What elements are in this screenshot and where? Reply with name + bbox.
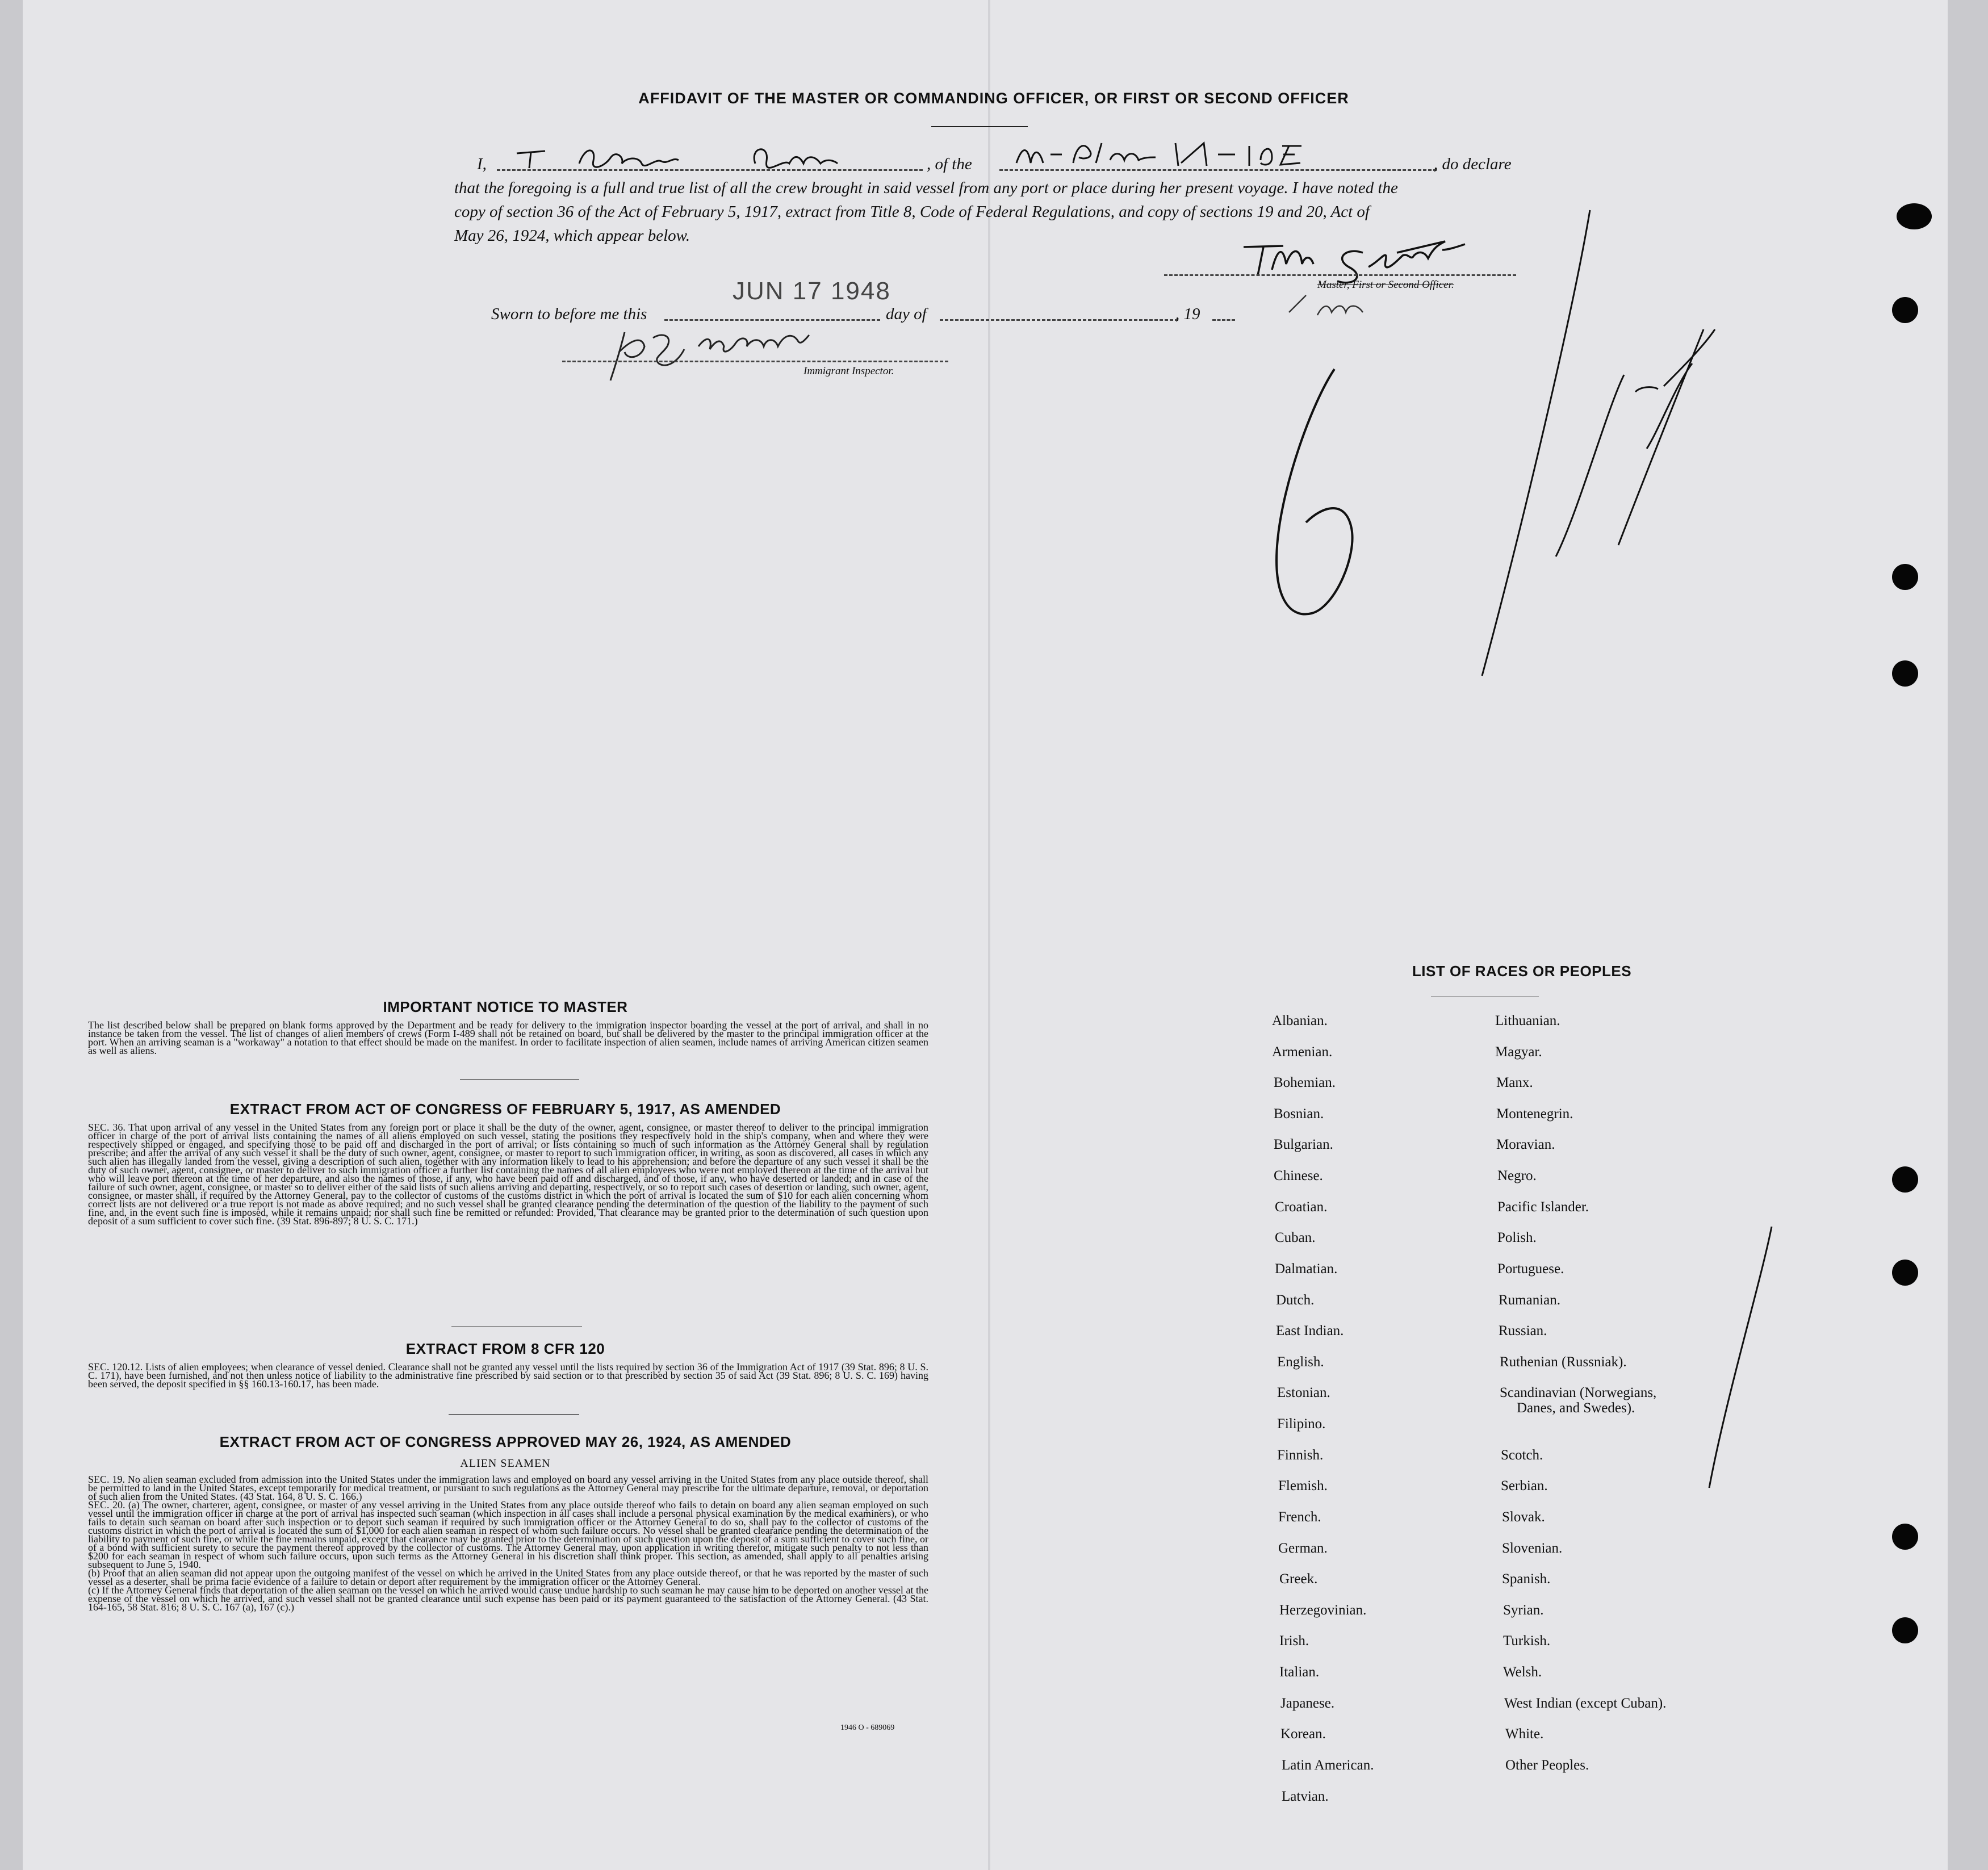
race-item: Montenegrin. bbox=[1496, 1106, 1573, 1122]
race-item: Other Peoples. bbox=[1505, 1758, 1589, 1773]
race-item: Welsh. bbox=[1503, 1664, 1542, 1680]
race-item: East Indian. bbox=[1276, 1323, 1344, 1338]
race-item: Albanian. bbox=[1272, 1013, 1328, 1028]
sworn-prefix: Sworn to before me this bbox=[491, 305, 647, 323]
inspector-signature bbox=[602, 321, 886, 389]
signer-label: Master, First or Second Officer. bbox=[1317, 279, 1454, 291]
race-item: Slovak. bbox=[1502, 1509, 1545, 1525]
race-item: Flemish. bbox=[1278, 1478, 1328, 1494]
race-item: Irish. bbox=[1279, 1633, 1309, 1649]
affidavit-line-2: that the foregoing is a full and true list of all the crew brought in said vessel from any port or place during her present voyage. I have noted the bbox=[454, 179, 1398, 197]
race-item: Croatian. bbox=[1275, 1199, 1328, 1215]
race-item: Armenian. bbox=[1272, 1044, 1333, 1060]
race-item: Danes, and Swedes). bbox=[1517, 1400, 1635, 1416]
race-item: Bohemian. bbox=[1274, 1075, 1336, 1090]
race-item: Spanish. bbox=[1502, 1571, 1551, 1587]
sworn-month-line bbox=[940, 319, 1178, 321]
race-item: Dalmatian. bbox=[1275, 1261, 1338, 1277]
of-the-text: , of the bbox=[927, 155, 972, 173]
inspector-line bbox=[562, 361, 948, 362]
binder-hole bbox=[1892, 297, 1918, 323]
race-item: Japanese. bbox=[1280, 1696, 1335, 1711]
race-item: English. bbox=[1277, 1354, 1324, 1370]
race-item: Herzegovinian. bbox=[1279, 1603, 1367, 1618]
binder-hole bbox=[1892, 564, 1918, 590]
race-item: Finnish. bbox=[1277, 1448, 1324, 1463]
extract-1917-text: SEC. 36. That upon arrival of any vessel in the United States from any foreign port or place it shall be the duty of the owner, agent, consignee, or master thereof to deliver to the principal immigration officer in charge of the port of arrival lists containing the names of all aliens employed on such vessel, stating the positions they respectively hold in the ship's company, when and where they were respectively shipped or engaged, and specifying those to be paid off and discharged in the port of arrival; or lists containing so much of such information as the Attorney General shall by regulation prescribe; and after the arrival of any such vessel it shall be the duty of such owner, agent, consignee, or master to report to such immigration officer, in writing, as soon as discovered, all cases in which any such alien has illegally landed from the vessel, giving a description of such alien, together with any information likely to lead to his apprehension; and before the departure of any such vessel it shall be the duty of such owner, agent, consignee, or master to deliver to such immigration officer a further list containing the names of all alien employees who were not employed thereon at the time of the arrival but who will leave port thereon at the time of her departure, and also the names of those, if any, who have been paid off and discharged, and of those, if any, who have deserted or landed; and in case of the failure of such owner, agent, consignee, or master so to deliver either of the said lists of such aliens arriving and departing, respectively, or so to report such cases of desertion or landing, such owner, agent, consignee, or master shall, if required by the Attorney General, pay to the collector of customs of the customs district in which the port of arrival is located the sum of $10 for each alien concerning whom correct lists are not delivered or a true report is not made as above required; and no such vessel shall be granted clearance pending the determination of the question of the liability to the payment of such fine, and, in the event such fine is imposed, while it remains unpaid; nor shall such fine be remitted or refunded: Provided, That clearance may be granted prior to the determination of such question upon deposit of a sum sufficient to cover such fine. (39 Stat. 896-897; 8 U. S. C. 171.) bbox=[88, 1122, 928, 1227]
extract-1924-body bbox=[88, 1475, 928, 1612]
race-item: Bosnian. bbox=[1274, 1106, 1324, 1122]
race-item: Lithuanian. bbox=[1495, 1013, 1560, 1028]
extract-cfr-heading: EXTRACT FROM 8 CFR 120 bbox=[405, 1340, 605, 1357]
race-item: Portuguese. bbox=[1497, 1261, 1564, 1277]
binder-hole bbox=[1892, 660, 1918, 687]
race-item: West Indian (except Cuban). bbox=[1504, 1696, 1667, 1711]
affidavit-line-1 bbox=[477, 152, 487, 177]
race-item: French. bbox=[1278, 1509, 1321, 1525]
extract-cfr-text: SEC. 120.12. Lists of alien employees; when clearance of vessel denied. Clearance shall not be granted any vessel until the lists required by section 36 of the Immigration Act of 1917 (39 Stat. 896; 8 U. S. C. 171), have been furnished, and not then unless notice of liability to the administrative fine prescribed by said section or to that prescribed by section 35 of said Act (39 Stat. 896; 8 U. S. C. 169) having been served, the deposit specified in §§ 160.13-160.17, has been made. bbox=[88, 1361, 928, 1390]
day-of-text: day of bbox=[886, 305, 927, 323]
race-item: Estonian. bbox=[1277, 1385, 1330, 1400]
race-item: Moravian. bbox=[1496, 1137, 1555, 1152]
binder-hole bbox=[1892, 1617, 1918, 1643]
race-item: Rumanian. bbox=[1499, 1292, 1561, 1308]
notice-text: The list described below shall be prepared on blank forms approved by the Department and be ready for delivery to the immigration inspector boarding the vessel at the port of arrival, and shall in no instance be taken from the vessel. The list of changes of alien members of crews (Form I-489 shall not be retained on board, but shall be delivered by the master to the principal immigration officer at the port. When an arriving seaman is a "workaway" a notation to that effect should be made on the manifest. In order to facilitate inspection of alien seamen, include names of arriving American citizen seamen as well as aliens. bbox=[88, 1019, 928, 1056]
captain-name-handwriting bbox=[505, 141, 914, 175]
race-item: Dutch. bbox=[1276, 1292, 1315, 1308]
race-item: Turkish. bbox=[1503, 1633, 1551, 1649]
notice-heading: IMPORTANT NOTICE TO MASTER bbox=[383, 998, 628, 1015]
race-item: Latvian. bbox=[1282, 1789, 1329, 1804]
sec-20b-text: (b) Proof that an alien seaman did not appear upon the outgoing manifest of the vessel on which he arrived in the United States from any place outside thereof, or that he was reported by the master of such vessel as a deserter, shall be prima facie evidence of a failure to detain or deport after requirement by the immigration officer or the Attorney General. bbox=[88, 1567, 928, 1587]
sec-20c-text: (c) If the Attorney General finds that deportation of the alien seaman on the vessel on which he arrived would cause undue hardship to such seaman he may cause him to be deported on another vessel at the expense of the vessel on which he arrived, and such vessel shall not be granted clearance until such expense has been paid or its payment guaranteed to the satisfaction of the Attorney General. (43 Stat. 164-165, 58 Stat. 816; 8 U. S. C. 167 (a), 167 (c).) bbox=[88, 1584, 928, 1613]
year-prefix: , 19 bbox=[1175, 305, 1200, 323]
race-item: Latin American. bbox=[1282, 1758, 1374, 1773]
race-item: Bulgarian. bbox=[1274, 1137, 1333, 1152]
race-item: White. bbox=[1505, 1726, 1544, 1742]
inspector-label: Immigrant Inspector. bbox=[803, 365, 894, 377]
sworn-year-line bbox=[1212, 319, 1235, 321]
fold-line bbox=[988, 0, 990, 1870]
alien-seamen-subheading: ALIEN SEAMEN bbox=[460, 1457, 551, 1470]
affidavit-line-3: copy of section 36 of the Act of February 5, 1917, extract from Title 8, Code of Federal Regulations, and copy of sections 19 and 20, Act of bbox=[454, 203, 1370, 221]
title-rule bbox=[931, 126, 1028, 127]
binder-hole bbox=[1897, 203, 1932, 229]
race-item: Ruthenian (Russniak). bbox=[1500, 1354, 1627, 1370]
race-item: Korean. bbox=[1280, 1726, 1326, 1742]
vessel-name-handwriting bbox=[1011, 137, 1329, 171]
affidavit-title: AFFIDAVIT OF THE MASTER OR COMMANDING OFFICER, OR FIRST OR SECOND OFFICER bbox=[638, 90, 1349, 107]
do-declare-text: , do declare bbox=[1434, 155, 1512, 173]
race-item: Chinese. bbox=[1274, 1168, 1323, 1183]
binder-hole bbox=[1892, 1524, 1918, 1550]
extract-cfr-rule bbox=[449, 1414, 579, 1415]
race-item: Pacific Islander. bbox=[1497, 1199, 1589, 1215]
handwritten-tally-mark bbox=[1698, 1221, 1789, 1494]
declare-i: I, bbox=[477, 155, 487, 173]
binder-hole bbox=[1892, 1166, 1918, 1193]
notice-rule bbox=[460, 1079, 579, 1080]
date-stamp: JUN 17 1948 bbox=[733, 277, 891, 305]
race-item: Scotch. bbox=[1501, 1448, 1543, 1463]
sec-19-text: SEC. 19. No alien seaman excluded from admission into the United States under the immigration laws and employed on board any vessel arriving in the United States from any place outside thereof, shall be permitted to land in the United States, except temporarily for medical treatment, or pursuant to such regulations as the Attorney General may prescribe for the ultimate departure, removal, or deportation of such alien from the United States. (43 Stat. 164, 8 U. S. C. 166.) bbox=[88, 1474, 928, 1502]
affidavit-line-4: May 26, 1924, which appear below. bbox=[454, 227, 690, 245]
extract-1924-heading: EXTRACT FROM ACT OF CONGRESS APPROVED MAY 26, 1924, AS AMENDED bbox=[219, 1433, 792, 1450]
extract-1917-heading: EXTRACT FROM ACT OF CONGRESS OF FEBRUARY 5, 1917, AS AMENDED bbox=[229, 1101, 781, 1118]
race-item: Russian. bbox=[1499, 1323, 1547, 1338]
binder-hole bbox=[1892, 1260, 1918, 1286]
race-item: Syrian. bbox=[1503, 1603, 1544, 1618]
race-item: Manx. bbox=[1496, 1075, 1533, 1090]
race-item: Filipino. bbox=[1277, 1416, 1326, 1432]
race-item: Polish. bbox=[1497, 1230, 1537, 1245]
race-item: Magyar. bbox=[1495, 1044, 1542, 1060]
races-heading: LIST OF RACES OR PEOPLES bbox=[1412, 963, 1632, 980]
sec-20a-text: SEC. 20. (a) The owner, charterer, agent, consignee, or master of any vessel arriving in the United States from any place outside thereof who fails to detain on board any alien seaman employed on such vessel until the immigration officer in charge at the port of arrival has inspected such seaman (which inspection in all cases shall include a personal physical examination by the medical examiners), or who fails to detain such seaman on board after such inspection or to deport such seaman if required by such immigration officer or the Attorney General to do so, shall pay to the collector of customs of the customs district in which the port of arrival is located the sum of $1,000 for each alien seaman in respect of whom such failure occurs. No vessel shall be granted clearance pending the determination of the liability to payment of such fine, or while the fine remains unpaid, except that clearance may be granted prior to the determination of such question upon the deposit of a sum sufficient to cover such fine, or of a bond with sufficient surety to secure the payment thereof approved by the collector of customs. The Attorney General may, upon application in writing therefor, mitigate such penalty to not less than $200 for each seaman in respect of whom such failure occurs, upon such terms as the Attorney General in his discretion shall think proper. This section, as amended, shall apply to all penalties arising subsequent to June 5, 1940. bbox=[88, 1499, 928, 1570]
race-item: German. bbox=[1278, 1541, 1328, 1556]
race-item: Greek. bbox=[1279, 1571, 1318, 1587]
print-code: 1946 O - 689069 bbox=[840, 1723, 895, 1732]
race-item: Slovenian. bbox=[1502, 1541, 1563, 1556]
handwritten-count-mark bbox=[1266, 204, 1755, 698]
race-item: Serbian. bbox=[1501, 1478, 1548, 1494]
race-item: Scandinavian (Norwegians, bbox=[1500, 1385, 1657, 1400]
race-item: Cuban. bbox=[1275, 1230, 1316, 1245]
race-item: Italian. bbox=[1279, 1664, 1320, 1680]
race-item: Negro. bbox=[1497, 1168, 1537, 1183]
